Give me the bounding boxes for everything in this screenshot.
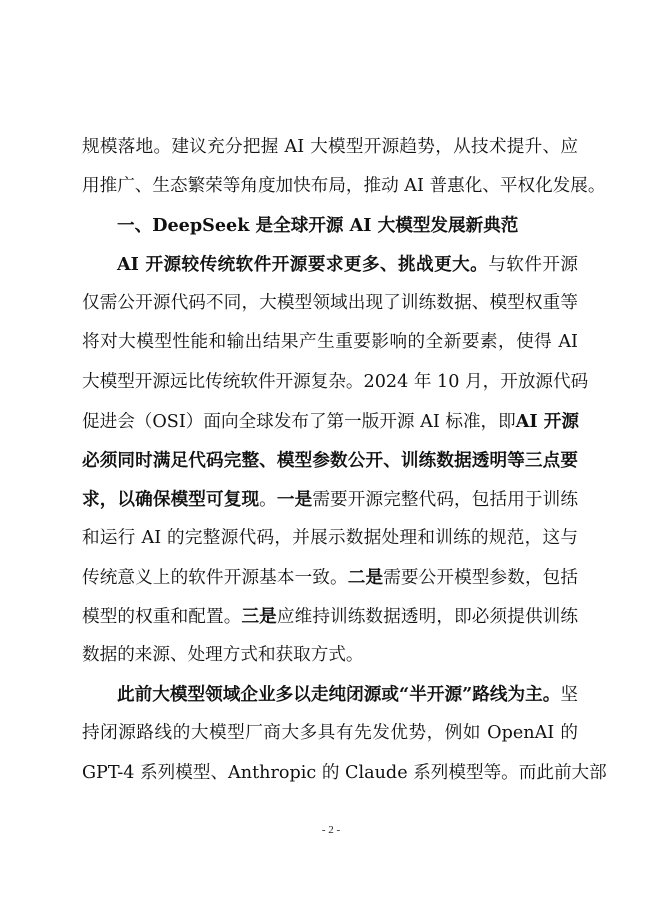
text-line (82, 597, 578, 636)
bold-run: 求，以确保模型可复现 (82, 488, 260, 510)
text-line: 持闭源路线的大模型厂商大多具有先发优势，例如 OpenAI 的 (82, 723, 578, 744)
text-run: 需要开源完整代码，包括用于训练 (312, 489, 578, 510)
bold-run: AI 开源 (515, 410, 579, 432)
text-line: 大模型开源远比传统软件开源复杂。2024 年 10 月，开放源代码 (82, 371, 589, 392)
text-run: 与软件开源 (488, 255, 578, 276)
text-run: 模型的权重和配置。 (82, 607, 242, 628)
text-line: 和运行 AI 的完整源代码，并展示数据处理和训练的规范，这与 (82, 527, 578, 548)
paragraph-lead-line (82, 245, 578, 284)
text-line (82, 480, 578, 519)
text-line: 规模落地。建议充分把握 AI 大模型开源趋势，从技术提升、应 (82, 137, 578, 157)
text-run: 需要公开模型参数，包括 (383, 568, 578, 589)
text-line: GPT-4 系列模型、Anthropic 的 Claude 系列模型等。而此前大部 (82, 762, 607, 783)
body-text (82, 128, 607, 793)
text-line: 数据的来源、处理方式和获取方式。 (82, 645, 364, 666)
paragraph-lead-line (82, 675, 578, 714)
text-line: 用推广、生态繁荣等角度加快布局，推动 AI 普惠化、平权化发展。 (82, 176, 606, 197)
page-number: - 2 - (321, 824, 341, 836)
text-line (82, 558, 578, 597)
text-line (82, 402, 578, 441)
bold-lead-sentence: 此前大模型领域企业多以走纯闭源或“半开源”路线为主。 (117, 684, 561, 706)
bold-run: 三是 (241, 606, 277, 628)
bold-run: 一是 (276, 488, 313, 510)
bold-lead-sentence: AI 开源较传统软件开源要求更多、挑战更大。 (117, 254, 489, 276)
text-line: 将对大模型性能和输出结果产生重要影响的全新要素，使得 AI (82, 332, 578, 353)
bold-line: 必须同时满足代码完整、模型参数公开、训练数据透明等三点要 (82, 449, 578, 471)
text-run: 促进会（OSI）面向全球发布了第一版开源 AI 标准，即 (82, 411, 516, 432)
text-run: 坚 (560, 685, 578, 706)
text-run: 传统意义上的软件开源基本一致。 (82, 568, 348, 589)
text-line: 仅需公开源代码不同，大模型领域出现了训练数据、模型权重等 (82, 293, 578, 314)
bold-run: 二是 (347, 567, 384, 589)
section-heading: 一、DeepSeek 是全球开源 AI 大模型发展新典范 (117, 215, 519, 237)
text-run: 。 (259, 489, 277, 510)
text-run: 应维持训练数据透明，即必须提供训练 (276, 607, 578, 628)
